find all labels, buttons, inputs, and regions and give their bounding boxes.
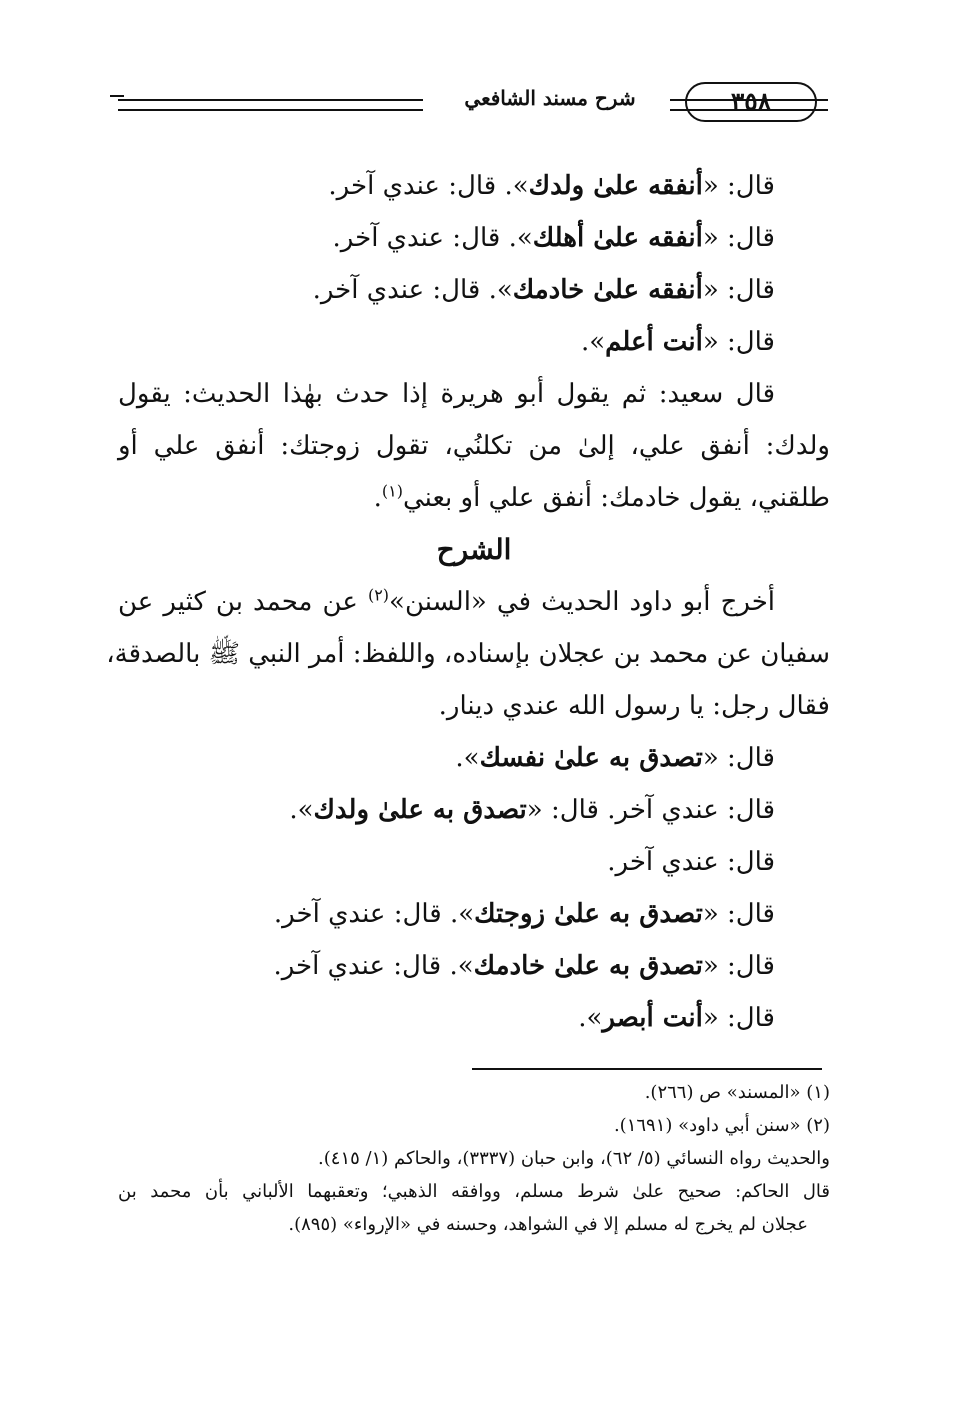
paragraph-line: قال سعيد: ثم يقول أبو هريرة إذا حدث بهٰذا الحديث: يقول: [118, 379, 775, 409]
line-text: ». قال: عندي آخر.: [273, 951, 474, 981]
paragraph-line: ولدك: أنفق علي، إلىٰ من تكلنُي، تقول زوجتك: أنفق علي أو: [118, 431, 830, 461]
line-text: قال: عندي آخر. قال: «: [526, 795, 775, 825]
line-text: قال: «: [702, 223, 775, 253]
dialogue-line-6: [118, 784, 830, 836]
dialogue-line-8: [118, 888, 830, 940]
dialogue-line-1: [118, 160, 830, 212]
footnote-1: (١) «المسند» ص (٢٦٦).: [644, 1082, 830, 1103]
quoted-saying: أنفقه علىٰ خادمك: [512, 275, 703, 305]
footnote-text: قال الحاكم: صحيح علىٰ شرط مسلم، ووافقه الذهبي؛ وتعقبهما الألباني بأن محمد بن: [118, 1181, 830, 1202]
line-text: ». قال: عندي آخر.: [312, 275, 513, 305]
dialogue-line-4: [118, 316, 830, 368]
line-text: قال: «: [702, 275, 775, 305]
paragraph-line: فقال رجل: يا رسول الله عندي دينار.: [438, 691, 830, 721]
footnote-2: (٢) «سنن أبي داود» (١٦٩١).: [613, 1115, 830, 1136]
quoted-saying: أنفقه علىٰ ولدك: [528, 171, 703, 201]
dialogue-line-3: [118, 264, 830, 316]
header-rule-left: [118, 99, 423, 111]
quoted-saying: أنفقه علىٰ أهلك: [532, 223, 703, 253]
line-text: أخرج أبو داود الحديث في «السنن»: [389, 587, 775, 617]
page-number: ٣٥٨: [685, 82, 817, 122]
line-text: ».: [455, 743, 480, 773]
line-text: قال: «: [702, 171, 775, 201]
line-text: ».: [578, 1003, 603, 1033]
line-text: طلقني، يقول خادمك: أنفق علي أو بعني: [403, 483, 830, 513]
line-text: عن محمد بن كثير عن: [118, 587, 368, 617]
page-body: [106, 160, 830, 1044]
line-text: قال: «: [702, 1003, 775, 1033]
footnote-ref: (٢): [367, 585, 390, 605]
section-heading: الشرح: [436, 533, 512, 566]
line-text: قال: «: [702, 327, 775, 357]
dialogue-line-7: قال: عندي آخر.: [607, 847, 775, 877]
line-text: ». قال: عندي آخر.: [328, 171, 529, 201]
quoted-saying: تصدق به علىٰ خادمك: [473, 951, 703, 981]
line-text: قال: «: [702, 899, 775, 929]
line-text: ».: [289, 795, 314, 825]
footnote-text: عجلان لم يخرج له مسلم إلا في الشواهد، وحسنه في «الإرواء» (٨٩٥).: [288, 1214, 808, 1235]
line-text: قال: «: [702, 743, 775, 773]
footnotes: [118, 1076, 830, 1241]
footnote-separator: [472, 1068, 822, 1070]
quoted-saying: تصدق به علىٰ زوجتك: [474, 899, 703, 929]
quoted-saying: تصدق به علىٰ نفسك: [479, 743, 703, 773]
header-cap-left: [110, 95, 124, 97]
paragraph-line: [118, 472, 830, 524]
running-title: شرح مسند الشافعي: [464, 86, 636, 110]
line-text: .: [373, 483, 382, 513]
dialogue-line-9: [118, 940, 830, 992]
dialogue-line-2: [118, 212, 830, 264]
footnote-ref: (١): [381, 481, 403, 501]
footnote-text: والحديث رواه النسائي (٥/ ٦٢)، وابن حبان (٣٣٣٧)، والحاكم (١/ ٤١٥).: [318, 1148, 830, 1169]
line-text: قال: «: [702, 951, 775, 981]
dialogue-line-10: [118, 992, 830, 1044]
line-text: ». قال: عندي آخر.: [273, 899, 475, 929]
quoted-saying: أنت أعلم: [605, 327, 703, 357]
page-header: [110, 82, 828, 126]
paragraph-line: [118, 576, 830, 628]
line-text: ». قال: عندي آخر.: [332, 223, 533, 253]
dialogue-line-5: [118, 732, 830, 784]
line-text: ».: [580, 327, 606, 357]
quoted-saying: أنت أبصر: [602, 1003, 703, 1033]
paragraph-line: سفيان عن محمد بن عجلان بإسناده، واللفظ: أمر النبي ﷺ بالصدقة،: [106, 639, 830, 669]
quoted-saying: تصدق به علىٰ ولدك: [313, 795, 527, 825]
